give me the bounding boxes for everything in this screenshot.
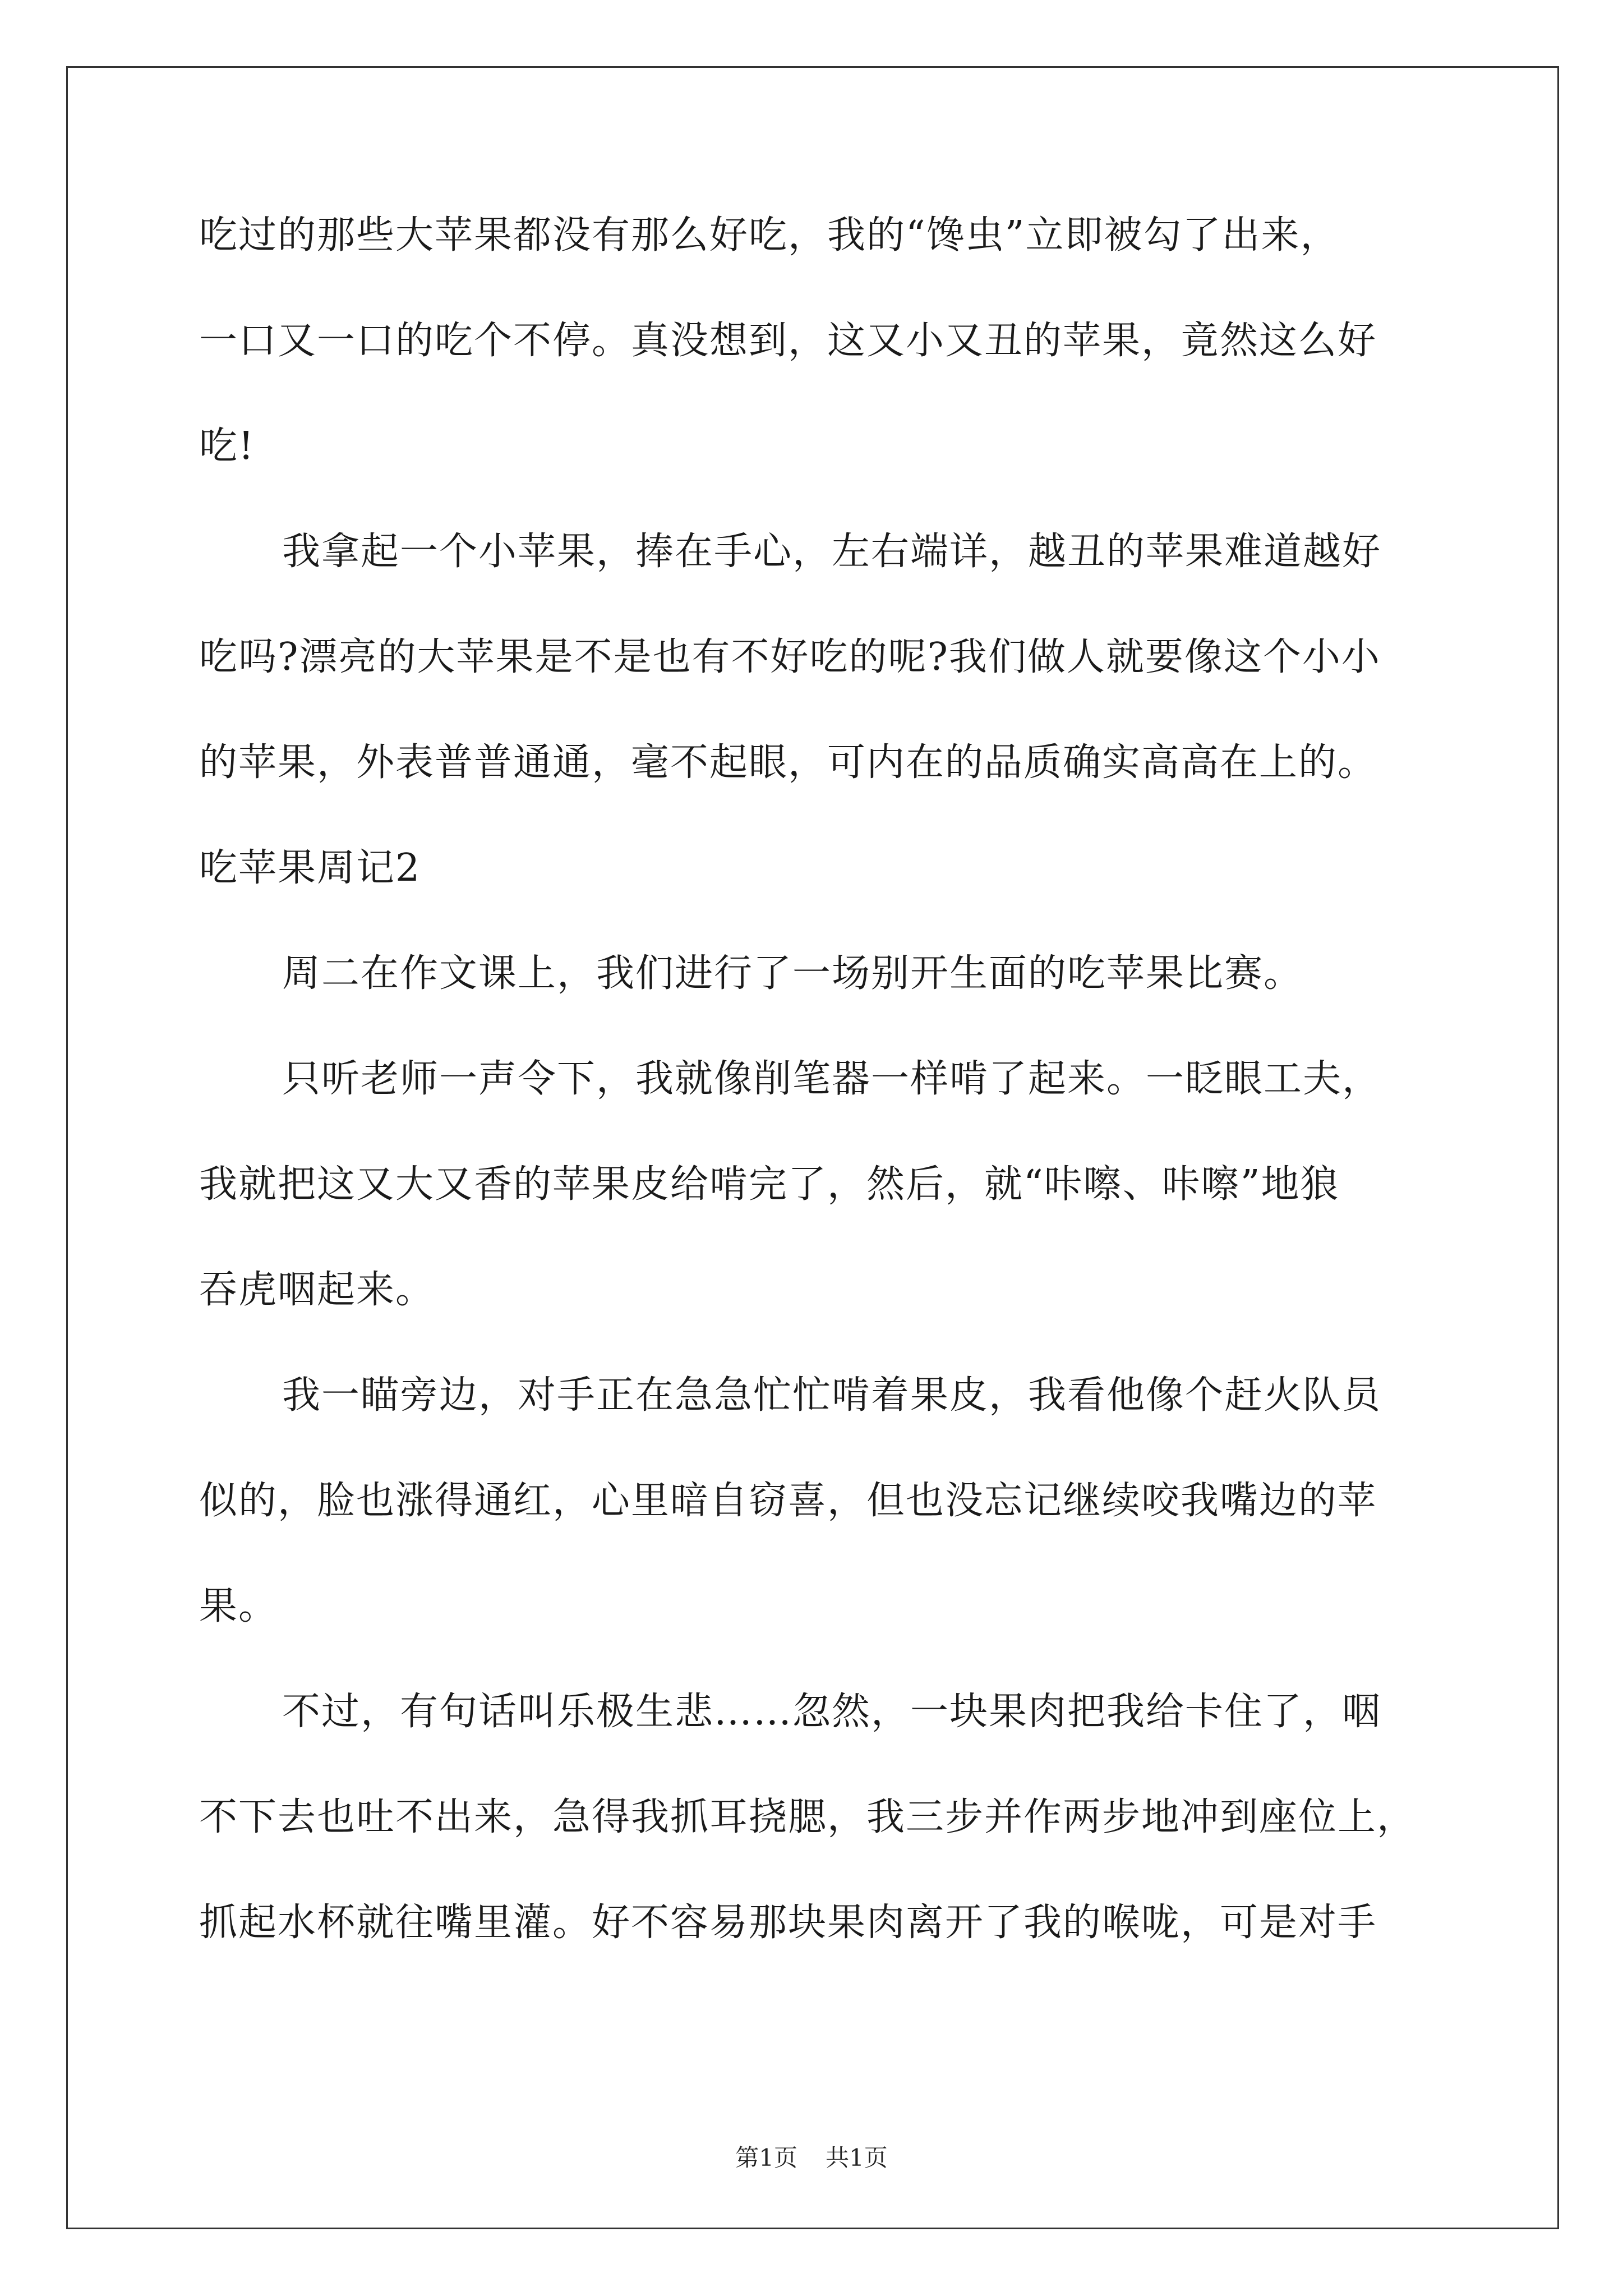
section-heading: 吃苹果周记2 xyxy=(199,846,421,890)
page-number: 第1页 xyxy=(735,2144,797,2171)
text-line: 的苹果，外表普普通通，毫不起眼，可内在的品质确实高高在上的。 xyxy=(199,740,1377,785)
text-line: 一口又一口的吃个不停。真没想到，这又小又丑的苹果，竟然这么好 xyxy=(199,319,1377,363)
text-line: 我拿起一个小苹果，捧在手心，左右端详，越丑的苹果难道越好 xyxy=(282,530,1382,574)
text-line: 吃! xyxy=(199,424,255,468)
page-footer xyxy=(0,2144,1623,2172)
text-line: 抓起水杯就往嘴里灌。好不容易那块果肉离开了我的喉咙，可是对手 xyxy=(199,1901,1377,1945)
text-line: 周二在作文课上，我们进行了一场别开生面的吃苹果比赛。 xyxy=(282,951,1303,996)
text-line: 我一瞄旁边，对手正在急急忙忙啃着果皮，我看他像个赶火队员 xyxy=(282,1373,1382,1418)
text-line: 不过，有句话叫乐极生悲……忽然，一块果肉把我给卡住了，咽 xyxy=(282,1690,1382,1734)
text-line: 吞虎咽起来。 xyxy=(199,1268,435,1312)
text-line: 似的，脸也涨得通红，心里暗自窃喜，但也没忘记继续咬我嘴边的苹 xyxy=(199,1479,1377,1523)
page-total: 共1页 xyxy=(826,2144,888,2171)
text-line: 我就把这又大又香的苹果皮给啃完了，然后，就“咔嚓、咔嚓”地狼 xyxy=(199,1162,1340,1207)
text-line: 吃吗?漂亮的大苹果是不是也有不好吃的呢?我们做人就要像这个小小 xyxy=(199,635,1381,679)
text-line: 只听老师一声令下，我就像削笔器一样啃了起来。一眨眼工夫， xyxy=(282,1057,1382,1101)
text-line: 果。 xyxy=(199,1584,278,1628)
text-line: 不下去也吐不出来，急得我抓耳挠腮，我三步并作两步地冲到座位上， xyxy=(199,1795,1417,1839)
text-line: 吃过的那些大苹果都没有那么好吃，我的“馋虫”立即被勾了出来， xyxy=(199,213,1340,257)
